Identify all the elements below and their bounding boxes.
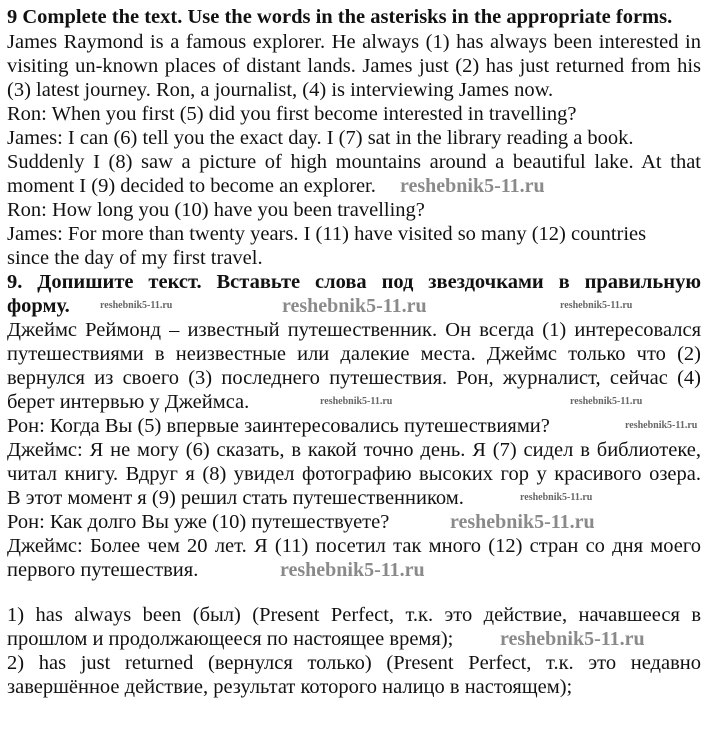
text-line: moment I (9) decided to become an explorer. (7, 175, 376, 197)
text-line: Джеймс: Более чем 20 лет. Я (11) посетил так много (12) стран со дня моего (7, 535, 701, 557)
text-line: Джеймс: Я не могу (6) сказать, в какой точно день. Я (7) сидел в библиотеке, (7, 439, 701, 461)
text-line: James: I can (6) tell you the exact day. I (7) sat in the library reading a book. (7, 127, 634, 149)
watermark: reshebnik5-11.ru (570, 396, 643, 407)
text-line: читал книгу. Вдруг я (8) увидел фотографию высоких гор у красивого озера. (7, 463, 701, 485)
text-line: Suddenly I (8) saw a picture of high mountains around a beautiful lake. At that (7, 151, 701, 173)
text-line: Ron: When you first (5) did you first become interested in travelling? (7, 103, 577, 125)
text-line: вернулся из своего (3) последнего путешествия. Рон, журналист, сейчас (4) (7, 367, 701, 389)
watermark: reshebnik5-11.ru (280, 559, 425, 581)
text-line: путешествиями в неизвестные или далекие места. Джеймс только что (2) (7, 343, 701, 365)
text-line: В этот момент я (9) решил стать путешественником. (7, 487, 464, 509)
watermark: reshebnik5-11.ru (282, 295, 427, 317)
text-line: берет интервью у Джеймса. (7, 391, 250, 413)
text-line: James Raymond is a famous explorer. He always (1) has always been interested in (7, 31, 701, 53)
watermark: reshebnik5-11.ru (500, 628, 645, 650)
watermark: reshebnik5-11.ru (400, 175, 545, 197)
text-line: Рон: Когда Вы (5) впервые заинтересовались путешествиями? (7, 415, 550, 437)
watermark: reshebnik5-11.ru (450, 511, 595, 533)
answer-line: 1) has always been (был) (Present Perfect, т.к. это действие, начавшееся в (7, 604, 701, 626)
text-line: James: For more than twenty years. I (11) have visited so many (12) countries (7, 223, 647, 245)
text-line: первого путешествия. (7, 559, 199, 581)
answer-line: завершённое действие, результат которого налицо в настоящем); (7, 676, 573, 698)
watermark: reshebnik5-11.ru (625, 420, 698, 431)
russian-title: 9. Допишите текст. Вставьте слова под звездочками в правильную (7, 271, 701, 293)
text-line: Джеймс Реймонд – известный путешественник. Он всегда (1) интересовался (7, 319, 701, 341)
answer-line: 2) has just returned (вернулся только) (Present Perfect, т.к. это недавно (7, 652, 701, 674)
answer-line: прошлом и продолжающееся по настоящее время); (7, 628, 454, 650)
text-line: visiting un-known places of distant lands. James just (2) has just returned from his (7, 55, 701, 77)
watermark: reshebnik5-11.ru (100, 300, 173, 311)
watermark: reshebnik5-11.ru (320, 396, 393, 407)
text-line: Рон: Как долго Вы уже (10) путешествуете? (7, 511, 390, 533)
text-line: since the day of my first travel. (7, 247, 263, 269)
watermark: reshebnik5-11.ru (560, 300, 633, 311)
watermark: reshebnik5-11.ru (520, 492, 593, 503)
english-title: 9 Complete the text. Use the words in the asterisks in the appropriate forms. (7, 6, 673, 28)
text-line: Ron: How long you (10) have you been travelling? (7, 199, 425, 221)
russian-title-cont: форму. (7, 295, 70, 317)
text-line: (3) latest journey. Ron, a journalist, (4) is interviewing James now. (7, 79, 554, 101)
